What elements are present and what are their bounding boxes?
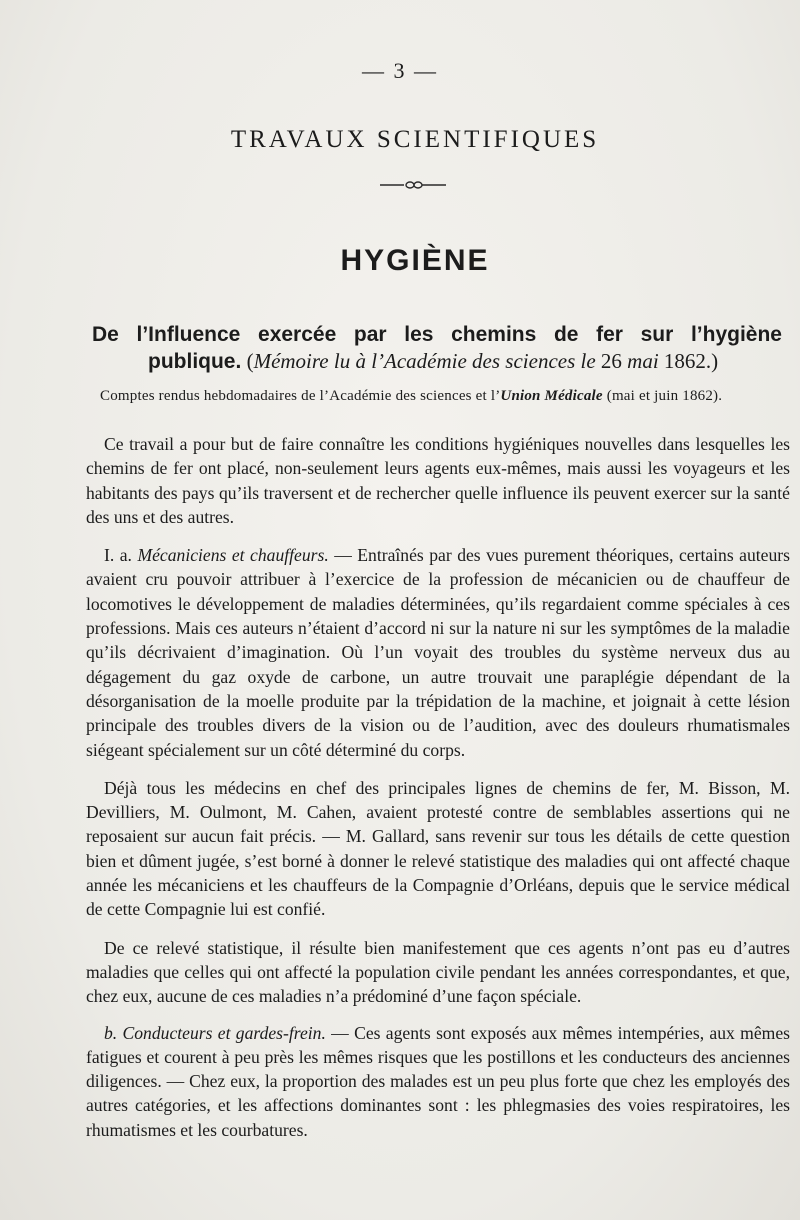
source-prefix: Comptes rendus hebdomadaires de l’Académie des sciences et l’ — [100, 388, 501, 404]
ornament-divider-icon — [380, 178, 446, 192]
source-journal: Union Médicale — [500, 388, 603, 404]
section-title: TRAVAUX SCIENTIFIQUES — [230, 126, 600, 153]
memoire-year: 1862.) — [658, 349, 719, 373]
section-heading: HYGIÈNE — [340, 244, 490, 277]
memoire-note: Mémoire lu à l’Académie des sciences le — [253, 349, 596, 373]
paragraph-mecaniciens — [86, 543, 790, 762]
source-reference — [100, 388, 790, 405]
article-title — [92, 322, 782, 375]
paragraph-mecaniciens-text: — Entraînés par des vues purement théoriques, certains auteurs avaient cru pouvoir attribuer à l’exercice de la profession de mécanicien ou de chauffeur de locomotives le développement de maladies déterminées, qu’ils regardaient comme spéciales à ces professions. Mais ces auteurs n’étaient d’accord ni sur la nature ni sur les symptômes de la maladie qu’ils décrivaient d’imagination. Où l’un voyait des troubles du système nerveux dus au dégagement du gaz oxyde de carbone, un autre trouvait une paraplégie dépendant de la désorganisation de la moelle produite par la trépidation de la machine, et joignait à cette lésion principale des troubles divers de la vision ou de l’audition, avec des douleurs rhumatismales siégeant spécialement sur un côté déterminé du corps. — [86, 545, 790, 760]
article-title-line-2 — [92, 348, 782, 375]
paragraph-intro: Ce travail a pour but de faire connaître les conditions hygiéniques nouvelles dans lesquelles les chemins de fer ont placé, non-seulement leurs agents eux-mêmes, mais aussi les voyageurs et les habitants des pays qu’ils traversent et de rechercher quelle influence ils peuvent exercer sur la santé des uns et des autres. — [86, 434, 790, 527]
paragraph-conducteurs — [86, 1021, 790, 1142]
paragraph-medecins: Déjà tous les médecins en chef des principales lignes de chemins de fer, M. Bisson, M. Devilliers, M. Oulmont, M. Cahen, avaient protesté contre de semblables assertions qui ne reposaient sur aucun fait précis. — M. Gallard, sans revenir sur tous les détails de cette question bien et dûment jugée, s’est borné à donner le relevé statistique des maladies qui ont affecté chaque année les mécaniciens et les chauffeurs de la Compagnie d’Orléans, depuis que le service médical de cette Compagnie lui est confié. — [86, 777, 790, 920]
subsection-title-mecaniciens: Mécaniciens et chauffeurs. — [137, 545, 329, 566]
article-title-end: publique. — [148, 350, 242, 373]
paragraph-lead: I. a. — [104, 545, 132, 566]
page-number: — 3 — — [362, 58, 438, 83]
article-title-line-1: De l’Influence exercée par les chemins de fer sur l’hygiène — [92, 323, 782, 346]
paragraph-releve: De ce relevé statistique, il résulte bien manifestement que ces agents n’ont pas eu d’autres maladies que celles qui ont affecté la population civile pendant les années correspondantes, et que, chez eux, aucune de ces maladies n’a prédominé d’une façon spéciale. — [86, 937, 790, 1007]
source-suffix: (mai et juin 1862). — [602, 388, 723, 404]
memoire-month: mai — [627, 349, 659, 373]
paragraph-conducteurs-text: — Ces agents sont exposés aux mêmes intempéries, aux mêmes fatigues et courent à peu près les mêmes risques que les postillons et les conducteurs des anciennes diligences. — Chez eux, la proportion des malades est un peu plus forte que chez les employés des autres catégories, et les affections dominantes sont : les phlegmasies des voies respiratoires, les rhumatismes et les courbatures. — [86, 1022, 790, 1140]
subsection-title-conducteurs: b. Conducteurs et gardes-frein. — [104, 1022, 326, 1043]
article-body — [86, 432, 790, 1156]
memoire-paren: ( — [241, 349, 254, 373]
memoire-date: 26 — [595, 349, 628, 373]
